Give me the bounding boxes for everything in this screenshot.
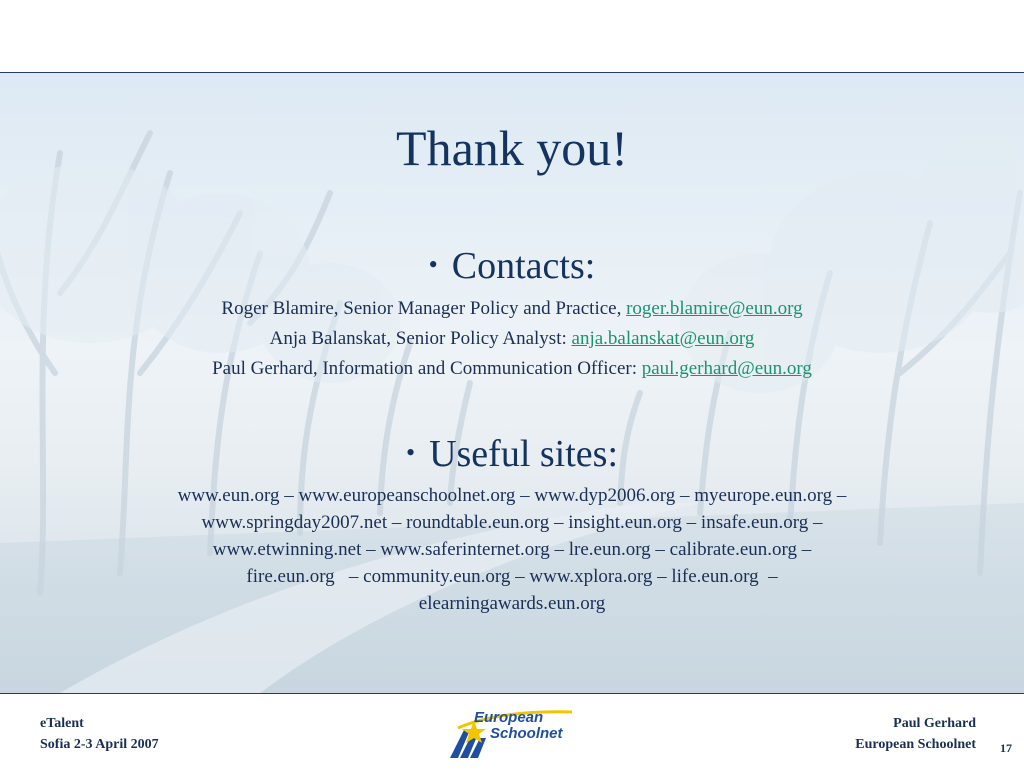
european-schoolnet-logo-graphic [440, 700, 580, 766]
sites-line: fire.eun.org – community.eun.org – www.xplora.org – life.eun.org – [246, 566, 778, 587]
useful-sites-heading [0, 432, 1024, 479]
footer-event-info [40, 713, 159, 755]
contact-name-title: Paul Gerhard, Information and Communication Officer: [212, 358, 642, 379]
contact-name-title: Anja Balanskat, Senior Policy Analyst: [269, 328, 572, 349]
contact-line [0, 357, 1024, 381]
bullet-icon: • [428, 250, 438, 280]
sites-line: www.eun.org – www.europeanschoolnet.org – www.dyp2006.org – myeurope.eun.org – [177, 485, 847, 506]
logo-text-line1: European [474, 709, 544, 726]
sites-line: elearningawards.eun.org [418, 593, 606, 614]
contact-name-title: Roger Blamire, Senior Manager Policy and Practice, [221, 298, 627, 319]
sites-line: www.springday2007.net – roundtable.eun.org – insight.eun.org – insafe.eun.org – [201, 512, 823, 533]
footer-event-date: Sofia 2-3 April 2007 [40, 737, 159, 752]
footer-presenter-info [855, 713, 976, 755]
page-number: 17 [1000, 741, 1012, 755]
logo-text-line2: Schoolnet [490, 725, 563, 742]
contact-line [0, 327, 1024, 351]
contacts-heading-text: Contacts: [451, 245, 596, 287]
footer-event-name: eTalent [40, 716, 84, 731]
contacts-heading [0, 244, 1024, 291]
european-schoolnet-logo [440, 700, 580, 766]
contact-line [0, 297, 1024, 321]
footer-presenter-name: Paul Gerhard [893, 716, 976, 731]
footer-organisation: European Schoolnet [855, 737, 976, 752]
slide-title: Thank you! [396, 120, 628, 176]
email-link-roger[interactable]: roger.blamire@eun.org [626, 298, 803, 319]
email-link-anja[interactable]: anja.balanskat@eun.org [571, 328, 755, 349]
bottom-divider [0, 693, 1024, 694]
useful-sites-heading-text: Useful sites: [429, 433, 619, 475]
sites-line: www.etwinning.net – www.saferinternet.org – lre.eun.org – calibrate.eun.org – [212, 539, 812, 560]
bullet-icon: • [405, 438, 416, 468]
email-link-paul[interactable]: paul.gerhard@eun.org [641, 358, 812, 379]
